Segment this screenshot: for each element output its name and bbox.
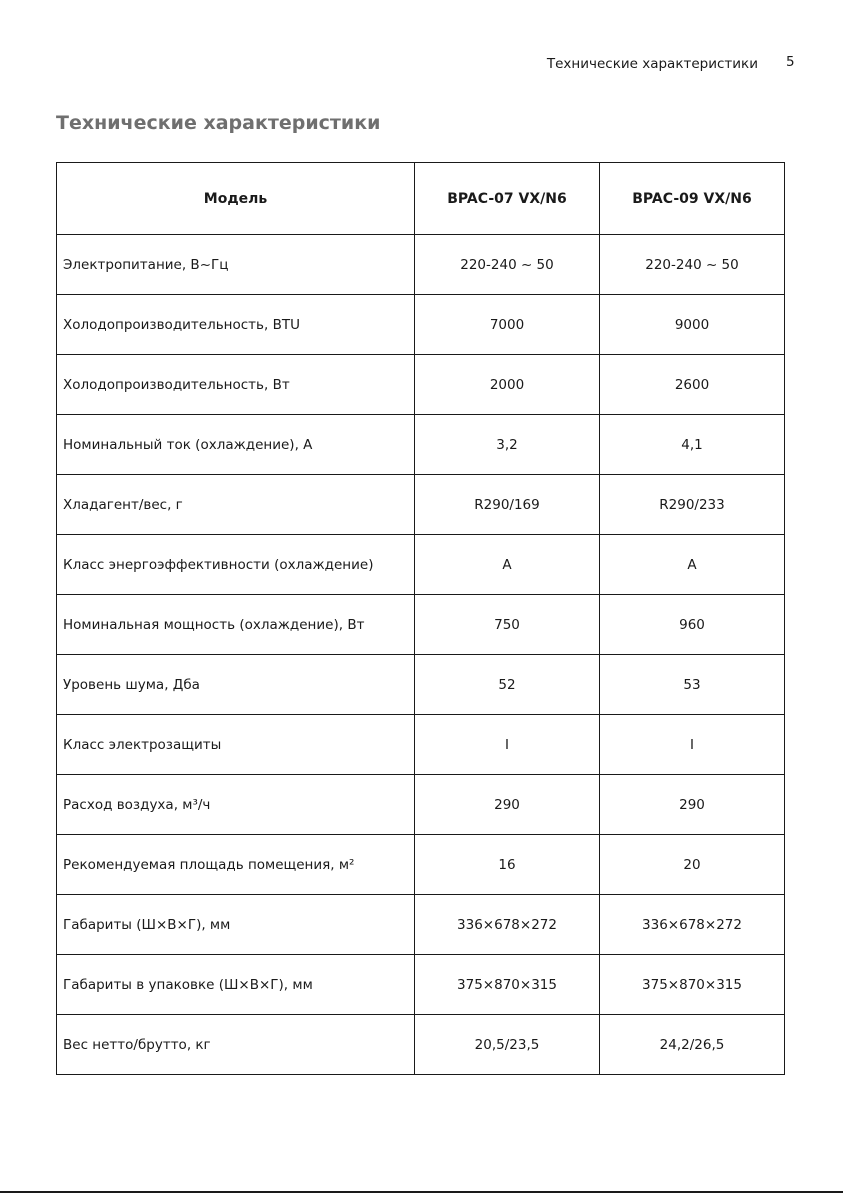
value-bpac-09: 9000 [600, 295, 785, 355]
table-row [57, 475, 785, 535]
param-label: Рекомендуемая площадь помещения, м² [57, 835, 415, 895]
value-bpac-07: I [415, 715, 600, 775]
param-label: Номинальная мощность (охлаждение), Вт [57, 595, 415, 655]
param-label: Электропитание, В~Гц [57, 235, 415, 295]
value-bpac-09: 960 [600, 595, 785, 655]
table-row [57, 655, 785, 715]
table-row [57, 595, 785, 655]
column-header-bpac-09: BPAC-09 VX/N6 [600, 163, 785, 235]
param-label: Уровень шума, Дба [57, 655, 415, 715]
section-title: Технические характеристики [56, 112, 381, 134]
running-header-title: Технические характеристики [546, 56, 758, 72]
value-bpac-07: 7000 [415, 295, 600, 355]
value-bpac-09: 20 [600, 835, 785, 895]
value-bpac-09: 2600 [600, 355, 785, 415]
column-header-bpac-07: BPAC-07 VX/N6 [415, 163, 600, 235]
param-label: Габариты (Ш×В×Г), мм [57, 895, 415, 955]
value-bpac-09: I [600, 715, 785, 775]
value-bpac-07: 336×678×272 [415, 895, 600, 955]
value-bpac-09: 290 [600, 775, 785, 835]
table-row [57, 1015, 785, 1075]
param-label: Хладагент/вес, г [57, 475, 415, 535]
value-bpac-07: 16 [415, 835, 600, 895]
page-number: 5 [786, 54, 795, 70]
specifications-table [56, 162, 785, 1075]
param-label: Номинальный ток (охлаждение), А [57, 415, 415, 475]
value-bpac-07: 52 [415, 655, 600, 715]
table-row [57, 835, 785, 895]
value-bpac-09: 336×678×272 [600, 895, 785, 955]
value-bpac-09: 220-240 ~ 50 [600, 235, 785, 295]
value-bpac-09: 53 [600, 655, 785, 715]
table-row [57, 295, 785, 355]
table-row [57, 775, 785, 835]
value-bpac-07: 220-240 ~ 50 [415, 235, 600, 295]
column-header-model: Модель [57, 163, 415, 235]
table-row [57, 235, 785, 295]
running-header [0, 56, 843, 76]
param-label: Габариты в упаковке (Ш×В×Г), мм [57, 955, 415, 1015]
value-bpac-09: 24,2/26,5 [600, 1015, 785, 1075]
value-bpac-09: 375×870×315 [600, 955, 785, 1015]
param-label: Вес нетто/брутто, кг [57, 1015, 415, 1075]
table-row [57, 895, 785, 955]
value-bpac-07: 2000 [415, 355, 600, 415]
table-row [57, 355, 785, 415]
value-bpac-07: 290 [415, 775, 600, 835]
param-label: Холодопроизводительность, BTU [57, 295, 415, 355]
value-bpac-07: R290/169 [415, 475, 600, 535]
table-header-row [57, 163, 785, 235]
value-bpac-07: 750 [415, 595, 600, 655]
value-bpac-09: 4,1 [600, 415, 785, 475]
param-label: Класс энергоэффективности (охлаждение) [57, 535, 415, 595]
table-row [57, 715, 785, 775]
value-bpac-07: 3,2 [415, 415, 600, 475]
param-label: Расход воздуха, м³/ч [57, 775, 415, 835]
value-bpac-09: R290/233 [600, 475, 785, 535]
value-bpac-07: A [415, 535, 600, 595]
param-label: Класс электрозащиты [57, 715, 415, 775]
table-row [57, 535, 785, 595]
value-bpac-07: 20,5/23,5 [415, 1015, 600, 1075]
table-row [57, 955, 785, 1015]
value-bpac-09: A [600, 535, 785, 595]
table-row [57, 415, 785, 475]
param-label: Холодопроизводительность, Вт [57, 355, 415, 415]
value-bpac-07: 375×870×315 [415, 955, 600, 1015]
